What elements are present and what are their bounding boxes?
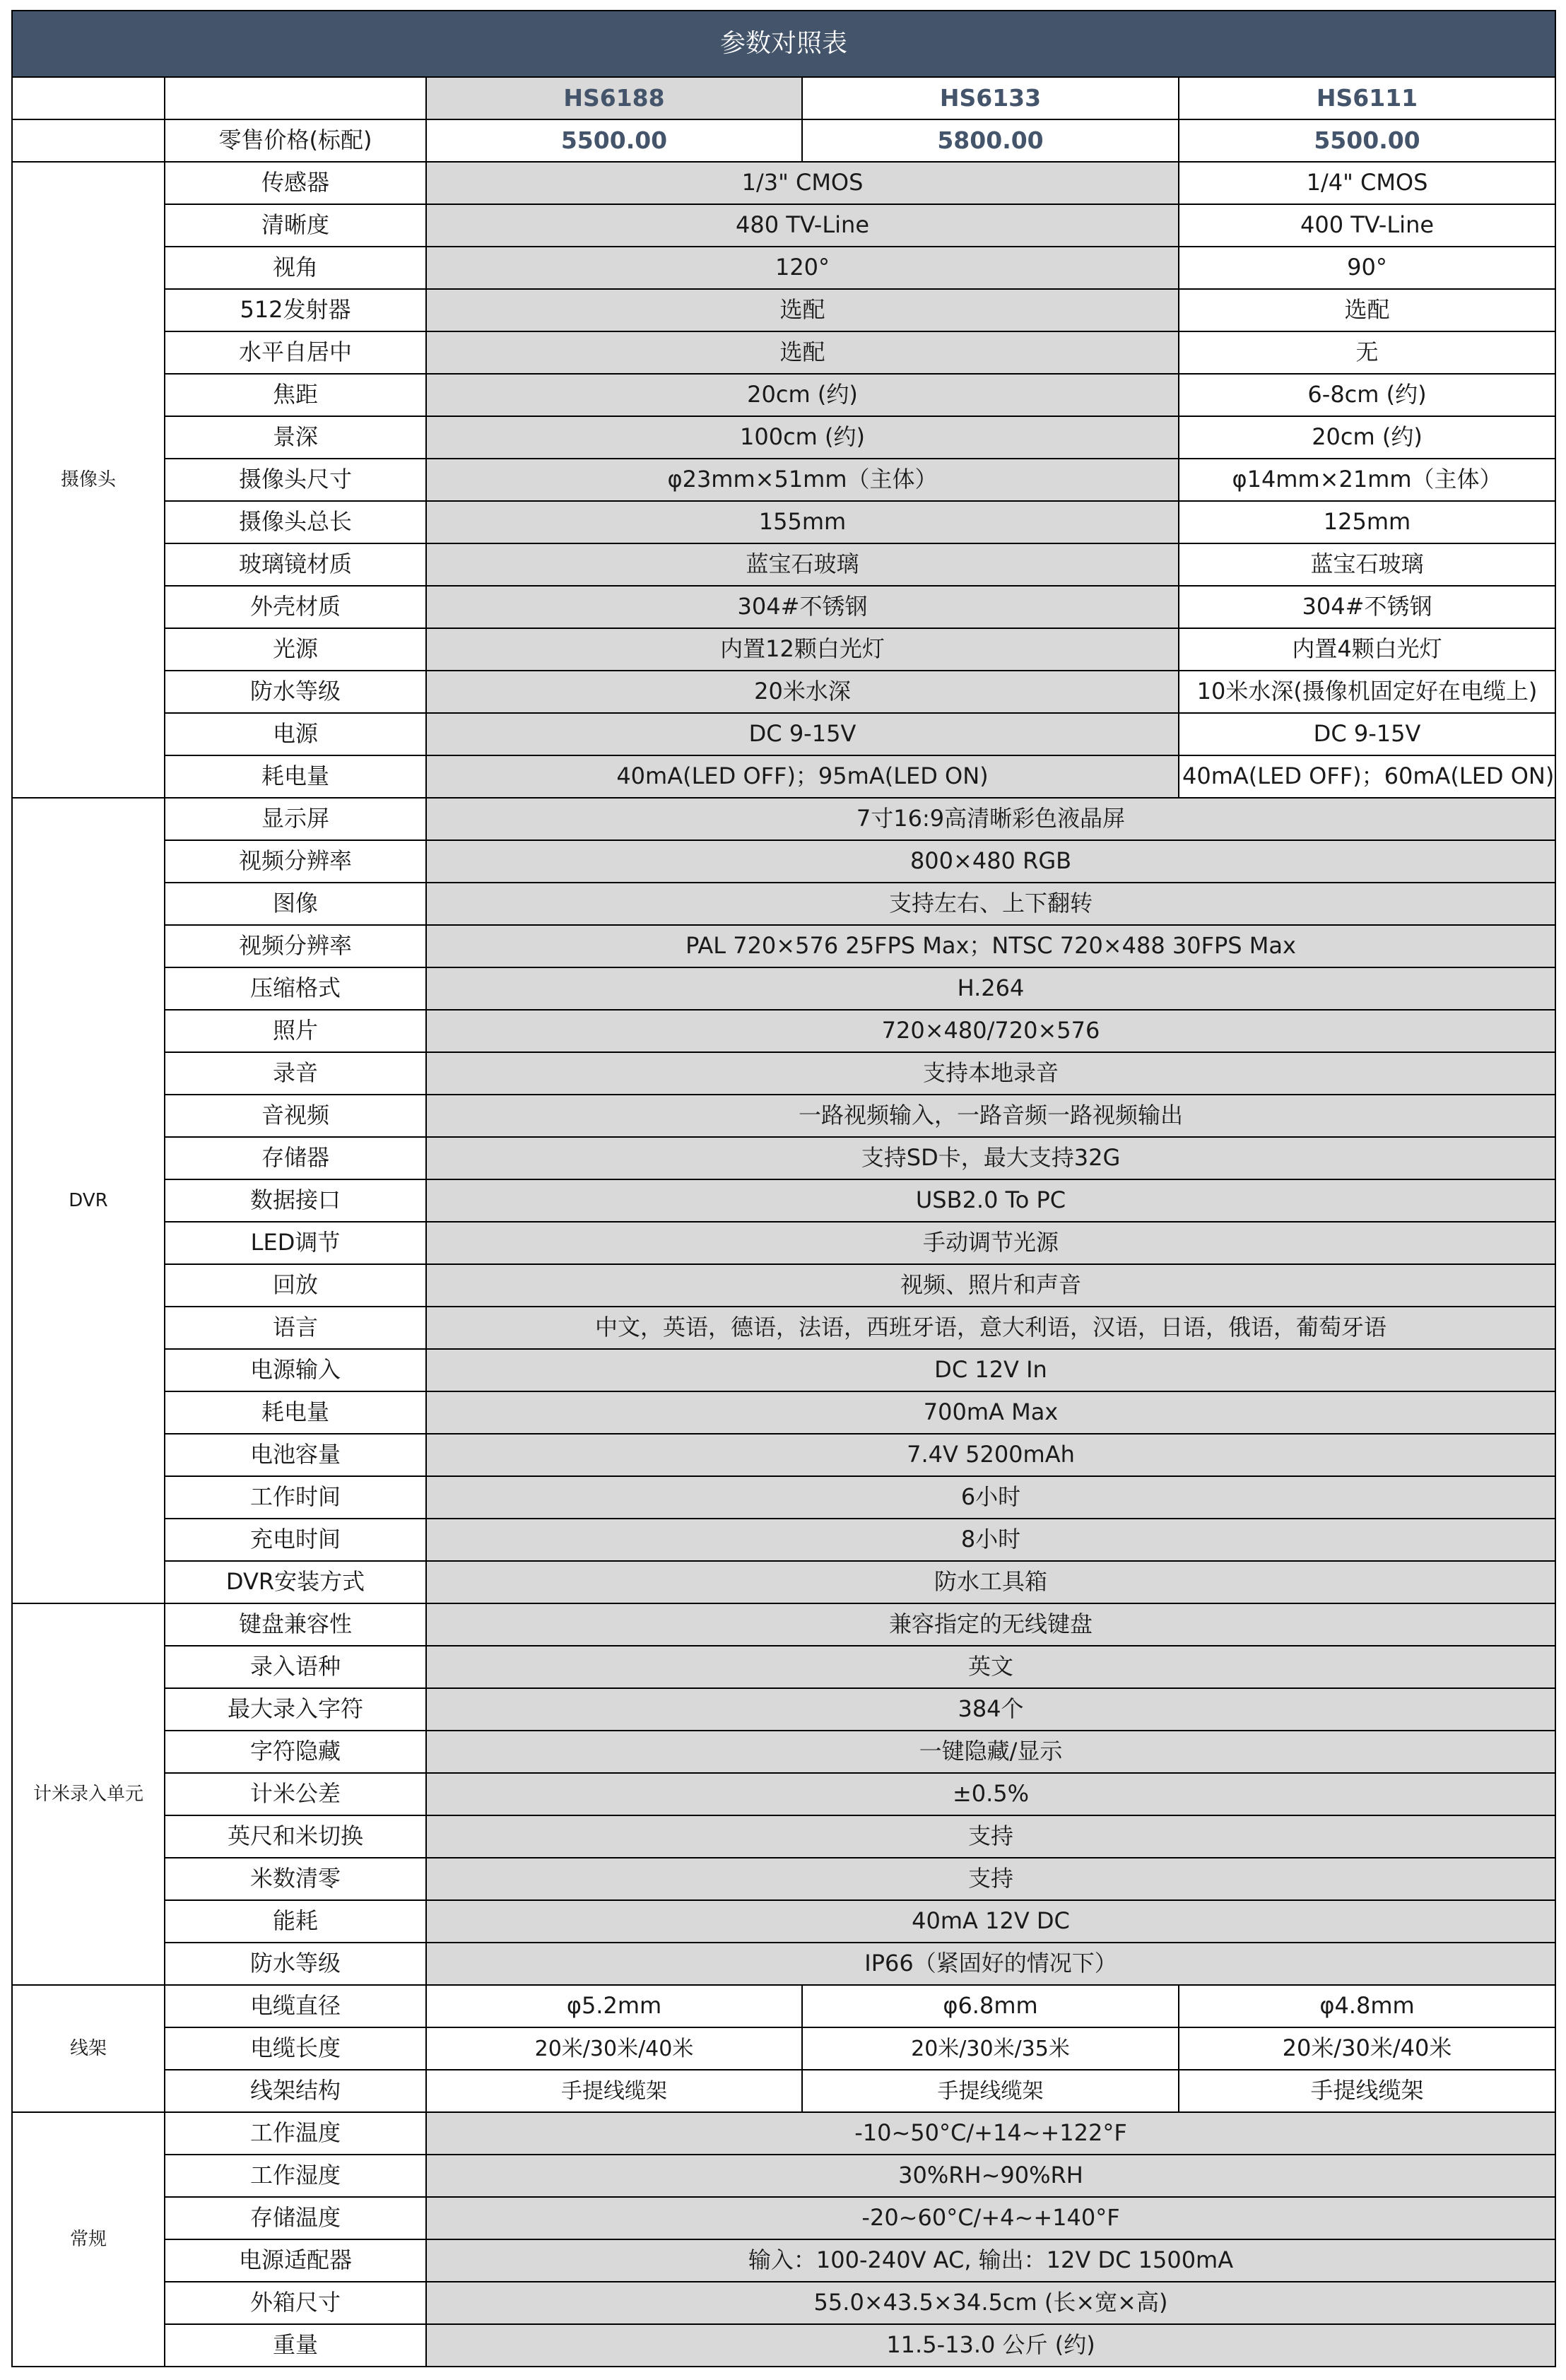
spec-row: [12, 1646, 1555, 1688]
spec-row: [12, 1603, 1555, 1646]
spec-value: 支持: [426, 1815, 1555, 1858]
row-label: 压缩格式: [165, 967, 426, 1010]
spec-value: 支持: [426, 1858, 1555, 1900]
spec-value: DC 12V In: [426, 1349, 1555, 1391]
spec-value: -10~50°C/+14~+122°F: [426, 2112, 1555, 2155]
spec-value: 一路视频输入，一路音频一路视频输出: [426, 1095, 1555, 1137]
spec-row: [12, 2324, 1555, 2367]
row-label: 电源输入: [165, 1349, 426, 1391]
price-value: 5500.00: [1179, 119, 1555, 162]
spec-value: 304#不锈钢: [426, 586, 1179, 628]
spec-row: [12, 1222, 1555, 1264]
row-label: 键盘兼容性: [165, 1603, 426, 1646]
spec-value: 40mA(LED OFF)；95mA(LED ON): [426, 755, 1179, 798]
spec-value: 蓝宝石玻璃: [1179, 543, 1555, 586]
row-label: 照片: [165, 1010, 426, 1052]
row-label: 电缆直径: [165, 1985, 426, 2027]
row-label: 视角: [165, 247, 426, 289]
spec-value: ±0.5%: [426, 1773, 1555, 1815]
spec-value: 700mA Max: [426, 1391, 1555, 1434]
spec-row: [12, 1137, 1555, 1179]
row-label: DVR安装方式: [165, 1561, 426, 1603]
spec-row: [12, 883, 1555, 925]
spec-value: 480 TV-Line: [426, 204, 1179, 247]
row-label: 线架结构: [165, 2070, 426, 2112]
spec-value: φ6.8mm: [802, 1985, 1179, 2027]
spec-comparison-table: [11, 10, 1556, 2367]
group-label: DVR: [12, 798, 165, 1603]
row-label: 视频分辨率: [165, 925, 426, 967]
spec-value: 55.0×43.5×34.5cm (长×宽×高): [426, 2282, 1555, 2324]
spec-row: [12, 1010, 1555, 1052]
spec-value: 手提线缆架: [426, 2070, 802, 2112]
spec-row: [12, 331, 1555, 374]
spec-value: 手提线缆架: [1179, 2070, 1555, 2112]
spec-row: [12, 204, 1555, 247]
row-label: 数据接口: [165, 1179, 426, 1222]
spec-row: [12, 2070, 1555, 2112]
row-label: 电池容量: [165, 1434, 426, 1476]
spec-value: PAL 720×576 25FPS Max；NTSC 720×488 30FPS Max: [426, 925, 1555, 967]
row-label: 存储温度: [165, 2197, 426, 2239]
spec-row: [12, 2282, 1555, 2324]
spec-row: [12, 1519, 1555, 1561]
row-label: 512发射器: [165, 289, 426, 331]
model-name: HS6111: [1179, 77, 1555, 119]
spec-value: φ14mm×21mm（主体）: [1179, 459, 1555, 501]
spec-value: φ23mm×51mm（主体）: [426, 459, 1179, 501]
spec-value: 英文: [426, 1646, 1555, 1688]
spec-value: 内置4颗白光灯: [1179, 628, 1555, 671]
title-row: [12, 11, 1555, 77]
price-value: 5500.00: [426, 119, 802, 162]
spec-value: 40mA 12V DC: [426, 1900, 1555, 1943]
spec-value: 兼容指定的无线键盘: [426, 1603, 1555, 1646]
spec-row: [12, 1434, 1555, 1476]
empty-header-cell: [165, 77, 426, 119]
spec-value: 10米水深(摄像机固定好在电缆上): [1179, 671, 1555, 713]
spec-value: 支持左右、上下翻转: [426, 883, 1555, 925]
spec-value: 304#不锈钢: [1179, 586, 1555, 628]
row-label: 工作温度: [165, 2112, 426, 2155]
row-label: 焦距: [165, 374, 426, 416]
spec-value: 20米/30米/40米: [1179, 2027, 1555, 2070]
spec-value: 20cm (约): [426, 374, 1179, 416]
price-value: 5800.00: [802, 119, 1179, 162]
spec-value: 7寸16:9高清晰彩色液晶屏: [426, 798, 1555, 840]
spec-value: 800×480 RGB: [426, 840, 1555, 883]
spec-value: φ4.8mm: [1179, 1985, 1555, 2027]
group-label: 摄像头: [12, 162, 165, 798]
spec-value: 7.4V 5200mAh: [426, 1434, 1555, 1476]
spec-value: 视频、照片和声音: [426, 1264, 1555, 1307]
spec-row: [12, 459, 1555, 501]
spec-row: [12, 1179, 1555, 1222]
spec-value: 防水工具箱: [426, 1561, 1555, 1603]
row-label: 零售价格(标配): [165, 119, 426, 162]
row-label: 防水等级: [165, 1943, 426, 1985]
spec-value: φ5.2mm: [426, 1985, 802, 2027]
spec-row: [12, 2027, 1555, 2070]
row-label: 图像: [165, 883, 426, 925]
row-label: 回放: [165, 1264, 426, 1307]
spec-row: [12, 501, 1555, 543]
model-name: HS6133: [802, 77, 1179, 119]
row-label: 语言: [165, 1307, 426, 1349]
spec-value: 输入：100-240V AC, 输出：12V DC 1500mA: [426, 2239, 1555, 2282]
spec-row: [12, 162, 1555, 204]
spec-row: [12, 1688, 1555, 1731]
row-label: 视频分辨率: [165, 840, 426, 883]
spec-row: [12, 1561, 1555, 1603]
row-label: 显示屏: [165, 798, 426, 840]
row-label: 电源: [165, 713, 426, 755]
empty-header-cell: [12, 77, 165, 119]
spec-value: 20米水深: [426, 671, 1179, 713]
spec-row: [12, 840, 1555, 883]
spec-row: [12, 543, 1555, 586]
spec-value: 选配: [1179, 289, 1555, 331]
spec-value: 支持本地录音: [426, 1052, 1555, 1095]
spec-row: [12, 1349, 1555, 1391]
spec-row: [12, 1900, 1555, 1943]
spec-value: 6小时: [426, 1476, 1555, 1519]
spec-table-body: [12, 11, 1555, 2367]
spec-value: 无: [1179, 331, 1555, 374]
spec-value: 155mm: [426, 501, 1179, 543]
spec-value: 手提线缆架: [802, 2070, 1179, 2112]
spec-row: [12, 1307, 1555, 1349]
spec-row: [12, 755, 1555, 798]
spec-row: [12, 798, 1555, 840]
spec-value: USB2.0 To PC: [426, 1179, 1555, 1222]
spec-row: [12, 2197, 1555, 2239]
row-label: 字符隐藏: [165, 1731, 426, 1773]
row-label: 防水等级: [165, 671, 426, 713]
row-label: 水平自居中: [165, 331, 426, 374]
spec-row: [12, 1815, 1555, 1858]
group-label: 常规: [12, 2112, 165, 2367]
row-label: 录入语种: [165, 1646, 426, 1688]
spec-value: 20米/30米/40米: [426, 2027, 802, 2070]
spec-row: [12, 416, 1555, 459]
row-label: 摄像头总长: [165, 501, 426, 543]
row-label: 玻璃镜材质: [165, 543, 426, 586]
row-label: 能耗: [165, 1900, 426, 1943]
row-label: 传感器: [165, 162, 426, 204]
spec-row: [12, 1985, 1555, 2027]
row-label: 光源: [165, 628, 426, 671]
spec-row: [12, 713, 1555, 755]
spec-row: [12, 1943, 1555, 1985]
spec-value: 支持SD卡，最大支持32G: [426, 1137, 1555, 1179]
spec-row: [12, 2155, 1555, 2197]
model-header-row: [12, 77, 1555, 119]
row-label: 米数清零: [165, 1858, 426, 1900]
group-label: 线架: [12, 1985, 165, 2112]
spec-row: [12, 1264, 1555, 1307]
spec-value: 40mA(LED OFF)；60mA(LED ON): [1179, 755, 1555, 798]
spec-value: 100cm (约): [426, 416, 1179, 459]
row-label: 外壳材质: [165, 586, 426, 628]
table-title: 参数对照表: [12, 11, 1555, 77]
row-label: 重量: [165, 2324, 426, 2367]
spec-row: [12, 925, 1555, 967]
spec-row: [12, 374, 1555, 416]
row-label: 外箱尺寸: [165, 2282, 426, 2324]
spec-value: 中文，英语，德语，法语，西班牙语，意大利语，汉语，日语，俄语，葡萄牙语: [426, 1307, 1555, 1349]
row-label: LED调节: [165, 1222, 426, 1264]
row-label: 清晰度: [165, 204, 426, 247]
spec-value: 720×480/720×576: [426, 1010, 1555, 1052]
spec-value: -20~60°C/+4~+140°F: [426, 2197, 1555, 2239]
spec-value: 8小时: [426, 1519, 1555, 1561]
row-label: 存储器: [165, 1137, 426, 1179]
spec-value: 11.5-13.0 公斤 (约): [426, 2324, 1555, 2367]
spec-row: [12, 628, 1555, 671]
row-label: 工作湿度: [165, 2155, 426, 2197]
spec-value: 1/3" CMOS: [426, 162, 1179, 204]
spec-row: [12, 2112, 1555, 2155]
spec-row: [12, 289, 1555, 331]
spec-value: 选配: [426, 289, 1179, 331]
spec-value: 蓝宝石玻璃: [426, 543, 1179, 586]
spec-value: 400 TV-Line: [1179, 204, 1555, 247]
spec-row: [12, 1391, 1555, 1434]
row-label: 摄像头尺寸: [165, 459, 426, 501]
row-label: 计米公差: [165, 1773, 426, 1815]
spec-row: [12, 1052, 1555, 1095]
model-name: HS6188: [426, 77, 802, 119]
spec-value: 30%RH~90%RH: [426, 2155, 1555, 2197]
spec-row: [12, 967, 1555, 1010]
spec-row: [12, 1858, 1555, 1900]
spec-value: 一键隐藏/显示: [426, 1731, 1555, 1773]
spec-value: 手动调节光源: [426, 1222, 1555, 1264]
spec-row: [12, 1773, 1555, 1815]
spec-value: H.264: [426, 967, 1555, 1010]
spec-row: [12, 671, 1555, 713]
spec-value: 内置12颗白光灯: [426, 628, 1179, 671]
spec-row: [12, 1095, 1555, 1137]
spec-value: 20cm (约): [1179, 416, 1555, 459]
spec-value: 1/4" CMOS: [1179, 162, 1555, 204]
spec-row: [12, 247, 1555, 289]
row-label: 充电时间: [165, 1519, 426, 1561]
spec-value: IP66（紧固好的情况下）: [426, 1943, 1555, 1985]
spec-value: DC 9-15V: [426, 713, 1179, 755]
row-label: 耗电量: [165, 755, 426, 798]
row-label: 录音: [165, 1052, 426, 1095]
row-label: 景深: [165, 416, 426, 459]
spec-value: 120°: [426, 247, 1179, 289]
spec-row: [12, 1476, 1555, 1519]
spec-value: 90°: [1179, 247, 1555, 289]
row-label: 电源适配器: [165, 2239, 426, 2282]
row-label: 电缆长度: [165, 2027, 426, 2070]
spec-value: 6-8cm (约): [1179, 374, 1555, 416]
empty-header-cell: [12, 119, 165, 162]
spec-row: [12, 2239, 1555, 2282]
spec-row: [12, 1731, 1555, 1773]
row-label: 耗电量: [165, 1391, 426, 1434]
spec-value: 选配: [426, 331, 1179, 374]
spec-row: [12, 586, 1555, 628]
row-label: 英尺和米切换: [165, 1815, 426, 1858]
spec-value: DC 9-15V: [1179, 713, 1555, 755]
group-label: 计米录入单元: [12, 1603, 165, 1985]
price-row: [12, 119, 1555, 162]
spec-value: 20米/30米/35米: [802, 2027, 1179, 2070]
row-label: 音视频: [165, 1095, 426, 1137]
row-label: 最大录入字符: [165, 1688, 426, 1731]
spec-value: 125mm: [1179, 501, 1555, 543]
spec-value: 384个: [426, 1688, 1555, 1731]
row-label: 工作时间: [165, 1476, 426, 1519]
